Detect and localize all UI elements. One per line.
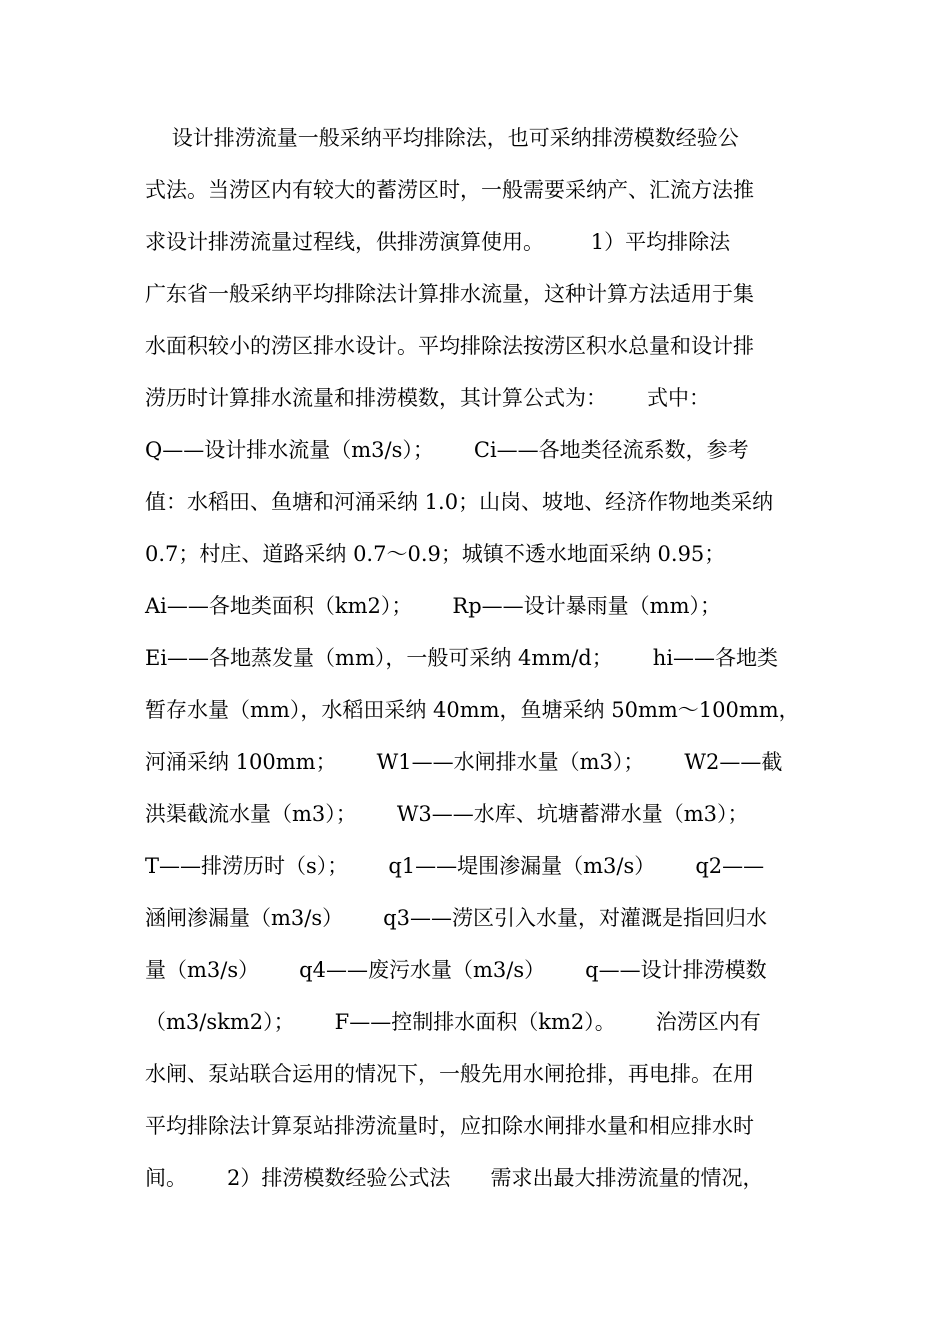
- text-line: 水闸、泵站联合运用的情况下，一般先用水闸抢排，再电排。在用: [145, 1062, 754, 1086]
- text-line: 式法。当涝区内有较大的蓄涝区时，一般需要采纳产、汇流方法推: [145, 178, 754, 202]
- text-line: 0.7；村庄、道路采纳 0.7～0.9；城镇不透水地面采纳 0.95；: [145, 542, 726, 566]
- text-line: 平均排除法计算泵站排涝流量时，应扣除水闸排水量和相应排水时: [145, 1114, 754, 1138]
- text-line: 广东省一般采纳平均排除法计算排水流量，这种计算方法适用于集: [145, 282, 754, 306]
- text-line: 暂存水量（mm），水稻田采纳 40mm，鱼塘采纳 50mm～100mm，: [145, 698, 800, 722]
- text-line: Ai——各地类面积（km2）； Rp——设计暴雨量（mm）；: [145, 594, 722, 618]
- text-line: Q——设计排水流量（m3/s）； Ci——各地类径流系数，参考: [145, 438, 749, 462]
- text-line: T——排涝历时（s）； q1——堤围渗漏量（m3/s） q2——: [145, 854, 765, 878]
- text-line: 涵闸渗漏量（m3/s） q3——涝区引入水量，对灌溉是指回归水: [145, 906, 767, 930]
- text-line: 涝历时计算排水流量和排涝模数，其计算公式为： 式中：: [145, 386, 711, 410]
- text-line: 设计排涝流量一般采纳平均排除法，也可采纳排涝模数经验公: [145, 126, 739, 150]
- text-line: 水面积较小的涝区排水设计。平均排除法按涝区积水总量和设计排: [145, 334, 754, 358]
- text-line: 值：水稻田、鱼塘和河涌采纳 1.0；山岗、坡地、经济作物地类采纳: [145, 490, 774, 514]
- text-line: 量（m3/s） q4——废污水量（m3/s） q——设计排涝模数: [145, 958, 767, 982]
- text-line: 求设计排涝流量过程线，供排涝演算使用。 1）平均排除法: [145, 230, 731, 254]
- text-line: 洪渠截流水量（m3）； W3——水库、坑塘蓄滞水量（m3）；: [145, 802, 749, 826]
- text-line: Ei——各地蒸发量（mm），一般可采纳 4mm/d； hi——各地类: [145, 646, 779, 670]
- text-line: 河涌采纳 100mm； W1——水闸排水量（m3）； W2——截: [145, 750, 783, 774]
- text-line: 间。 2）排涝模数经验公式法 需求出最大排涝流量的情况，: [145, 1166, 764, 1190]
- text-line: （m3/skm2）； F——控制排水面积（km2）。 治涝区内有: [145, 1010, 761, 1034]
- body-text: [145, 112, 810, 1204]
